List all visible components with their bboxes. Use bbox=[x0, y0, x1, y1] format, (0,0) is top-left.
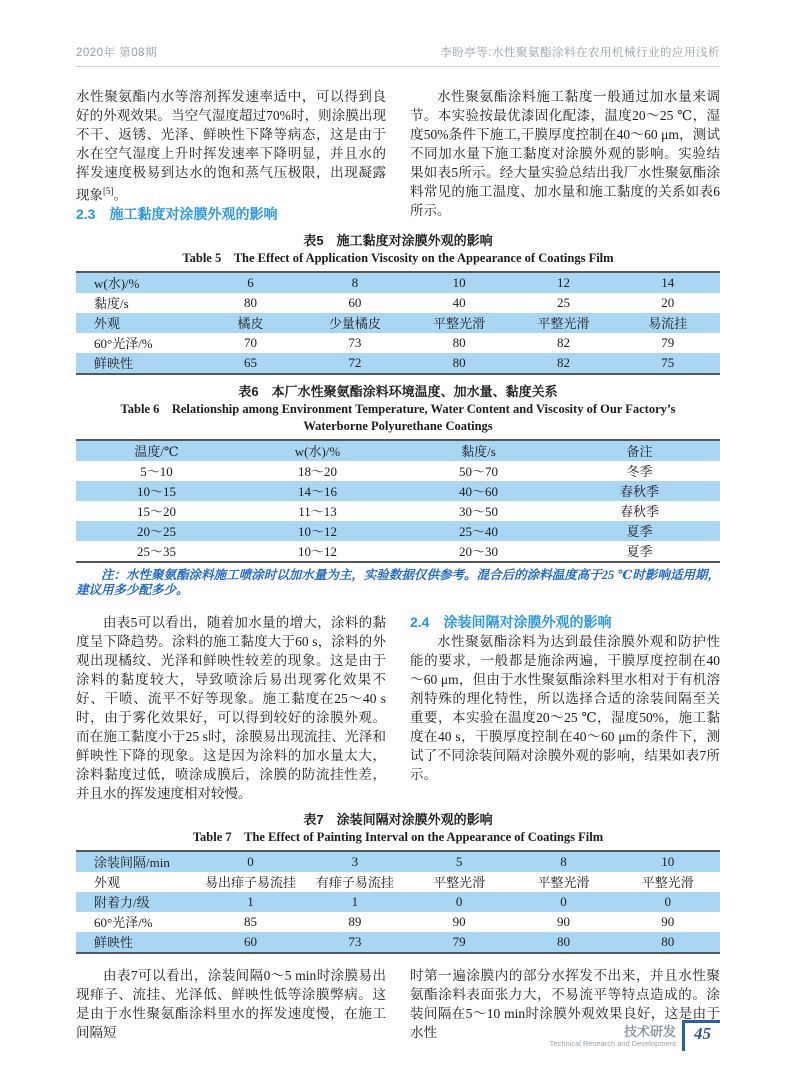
table-cell: 春秋季 bbox=[619, 504, 659, 519]
analysis-left-column bbox=[76, 613, 386, 803]
header-running-title: 李盼亭等:水性聚氨酯涂料在农用机械行业的应用浅析 bbox=[440, 47, 720, 59]
table-cell: 70 bbox=[244, 334, 258, 350]
table-cell: 73 bbox=[348, 933, 362, 949]
table-cell: 40～60 bbox=[458, 484, 498, 499]
table-cell: 90 bbox=[661, 913, 675, 929]
table-cell: 平整光滑 bbox=[641, 875, 694, 890]
citation-superscript: [5] bbox=[103, 186, 114, 196]
table-cell: 黏度/s bbox=[461, 444, 496, 459]
table-row bbox=[76, 912, 720, 932]
table-cell: 0 bbox=[247, 853, 254, 869]
table-cell: 60 bbox=[348, 294, 362, 310]
table-cell: 20 bbox=[661, 294, 675, 310]
table-cell: 黏度/s bbox=[94, 296, 129, 311]
table7-block bbox=[76, 811, 720, 954]
header-issue: 2020年 第08期 bbox=[76, 47, 158, 59]
table-cell: 1 bbox=[247, 893, 254, 909]
table-cell: 平整光滑 bbox=[537, 316, 590, 331]
table-cell: 80 bbox=[452, 334, 466, 350]
table-cell: 10～12 bbox=[297, 544, 337, 559]
table-cell: 5 bbox=[455, 853, 463, 869]
table-cell: 附着力/级 bbox=[94, 895, 150, 910]
section-title: 施工黏度对涂膜外观的影响 bbox=[109, 205, 278, 222]
table-row bbox=[76, 521, 720, 541]
table7-title-cn: 表7 涂装间隔对涂膜外观的影响 bbox=[303, 811, 493, 827]
table-cell: w(水)/% bbox=[94, 276, 140, 291]
paragraph-text: 。 bbox=[113, 187, 127, 203]
table-row bbox=[76, 481, 720, 501]
table-cell: 15～20 bbox=[136, 504, 176, 519]
section-intro bbox=[76, 87, 720, 224]
paragraph: 由表7可以看出，涂装间隔0～5 min时涂膜易出现痱子、流挂、光泽低、鲜映性低等涂膜弊病。这是由于水性聚氨酯涂料里水的挥发速度慢，在施工间隔短 bbox=[76, 967, 386, 1040]
table-cell: 18～20 bbox=[297, 464, 337, 479]
table-cell: 10 bbox=[661, 853, 675, 869]
table-cell: 平整光滑 bbox=[433, 316, 486, 331]
table-cell: 10 bbox=[452, 274, 466, 290]
table-cell: 14～16 bbox=[297, 484, 337, 499]
footer-section-cn: 技术研发 bbox=[623, 1024, 676, 1039]
table5-block bbox=[76, 232, 720, 375]
table-cell: 0 bbox=[455, 893, 463, 909]
table-cell: 60°光泽/% bbox=[94, 915, 153, 930]
page-header bbox=[76, 0, 720, 67]
table-cell: 79 bbox=[661, 334, 675, 350]
table-cell: 82 bbox=[556, 354, 570, 370]
intro-right-column bbox=[410, 87, 720, 224]
table-cell: 72 bbox=[348, 354, 362, 370]
section-number: 2.3 bbox=[76, 205, 96, 222]
table-cell: 备注 bbox=[626, 444, 653, 459]
paragraph: 时第一遍涂膜内的部分水挥发不出来，并且水性聚氨酯涂料表面张力大，不易流平等特点造成的。涂装间隔在5～10 min时涂膜外观效果良好，这是由于水性 bbox=[410, 967, 720, 1040]
table-row bbox=[76, 333, 720, 353]
table-cell: 外观 bbox=[94, 316, 121, 331]
section-heading-2-3 bbox=[76, 205, 386, 224]
table-cell: 65 bbox=[244, 354, 258, 370]
table-cell: 90 bbox=[452, 913, 466, 929]
table-cell: 80 bbox=[556, 933, 570, 949]
table5-title-en: Table 5 The Effect of Application Viscosity on the Appearance of Coatings Film bbox=[182, 250, 614, 265]
table-cell: 80 bbox=[661, 933, 675, 949]
page-number-badge: 45 bbox=[682, 1020, 720, 1051]
table-row bbox=[76, 872, 720, 892]
table-cell: 20～30 bbox=[458, 544, 498, 559]
table-cell: 外观 bbox=[94, 875, 121, 890]
table-row bbox=[76, 892, 720, 912]
table-cell: 12 bbox=[556, 274, 570, 290]
table-cell: 50～70 bbox=[458, 464, 498, 479]
table-cell: 75 bbox=[661, 354, 675, 370]
table-cell: 8 bbox=[560, 853, 567, 869]
table-cell: w(水)/% bbox=[294, 444, 341, 459]
table5-title-cn: 表5 施工黏度对涂膜外观的影响 bbox=[303, 232, 493, 248]
table-cell: 3 bbox=[351, 853, 359, 869]
table-row bbox=[76, 313, 720, 333]
table-cell: 30～50 bbox=[458, 504, 498, 519]
paragraph: 由表5可以看出，随着加水量的增大，涂料的黏度呈下降趋势。涂料的施工黏度大于60 s，涂料的外观出现橘纹、光泽和鲜映性较差的现象。这是由于涂料的黏度较大，导致喷涂后易出现雾化效果不好、干喷、流平不好等现象。施工黏度在25～40 s时，由于雾化效果好，可以得到较好的涂膜外观。而在施工黏度小于25 s时，涂膜易出现流挂、光泽和鲜映性下降的现象。这是因为涂料的加水量太大，涂料黏度过低，喷涂成膜后，涂膜的防流挂性差，并且水的挥发速度相对较慢。 bbox=[76, 614, 386, 801]
table6-title-en: Table 6 Relationship among Environment Temperature, Water Content and Viscosity of Our Factory’s Waterborne Polyurethane Coatings bbox=[120, 401, 679, 433]
table-cell: 易出痱子易流挂 bbox=[205, 875, 297, 890]
table-cell: 60 bbox=[244, 933, 258, 949]
table-cell: 8 bbox=[351, 274, 359, 290]
analysis-right-column bbox=[410, 613, 720, 803]
table-cell: 25～35 bbox=[136, 544, 176, 559]
table-cell: 夏季 bbox=[626, 544, 653, 559]
table-cell: 1 bbox=[351, 893, 359, 909]
table-cell: 90 bbox=[556, 913, 570, 929]
footer-section-en: Technical Research and Development bbox=[549, 1039, 676, 1048]
table-cell: 易流挂 bbox=[648, 316, 688, 331]
table-cell: 14 bbox=[661, 274, 675, 290]
table6-title-cn: 表6 本厂水性聚氨酯涂料环境温度、加水量、黏度关系 bbox=[238, 383, 558, 399]
section-title: 涂装间隔对涂膜外观的影响 bbox=[443, 613, 612, 630]
table-cell: 冬季 bbox=[626, 464, 653, 479]
table-row bbox=[76, 440, 720, 461]
table-cell: 平整光滑 bbox=[537, 875, 590, 890]
paragraph: 水性聚氨酯涂料施工黏度一般通过加水量来调节。本实验按最优漆固化配漆，温度20～25 ℃，湿度50%条件下施工,干膜厚度控制在40～60 μm，测试不同加水量下施工黏度对涂膜外观的影响。实验结果如表5所示。经大量实验总结出我厂水性聚氨酯涂料常见的施工温度、加水量和施工黏度的关系如表6所示。 bbox=[410, 89, 720, 218]
table-cell: 夏季 bbox=[626, 524, 653, 539]
table-cell: 5～10 bbox=[140, 464, 173, 479]
table-cell: 鲜映性 bbox=[94, 356, 134, 371]
table-cell: 25～40 bbox=[458, 524, 498, 539]
table-cell: 85 bbox=[244, 913, 258, 929]
table-row bbox=[76, 932, 720, 953]
table6-block bbox=[76, 383, 720, 599]
table-row bbox=[76, 541, 720, 562]
table-row bbox=[76, 461, 720, 481]
table-cell: 平整光滑 bbox=[433, 875, 486, 890]
table6 bbox=[76, 439, 720, 563]
table-cell: 10～12 bbox=[297, 524, 337, 539]
table-cell: 0 bbox=[560, 893, 567, 909]
paragraph: 水性聚氨酯涂料为达到最佳涂膜外观和防护性能的要求，一般都是施涂两遍，干膜厚度控制在40～60 μm，但由于水性聚氨酯涂料里水相对于有机溶剂特殊的理化特性，所以选择合适的涂装间隔至关重要，本实验在温度20～25 ℃，湿度50%，施工黏度在40 s，干膜厚度控制在40～60 μm的条件下，测试了不同涂装间隔对涂膜外观的影响，结果如表7所示。 bbox=[410, 633, 720, 782]
table-cell: 橘皮 bbox=[237, 316, 264, 331]
table-cell: 60°光泽/% bbox=[94, 336, 153, 351]
table-cell: 11～13 bbox=[298, 504, 337, 519]
table-cell: 鲜映性 bbox=[94, 935, 134, 950]
bottom-left-column bbox=[76, 966, 386, 1042]
table6-note: 注：水性聚氨酯涂料施工喷涂时以加水量为主，实验数据仅供参考。混合后的涂料温度高于25 ℃时影响适用期，建议用多少配多少。 bbox=[76, 567, 720, 597]
table-cell: 79 bbox=[452, 933, 466, 949]
table5 bbox=[76, 271, 720, 375]
table7-title-en: Table 7 The Effect of Painting Interval on the Appearance of Coatings Film bbox=[192, 829, 604, 844]
table-row bbox=[76, 272, 720, 293]
table-cell: 温度/℃ bbox=[134, 444, 179, 459]
section-heading-2-4 bbox=[410, 613, 720, 632]
table-cell: 25 bbox=[556, 294, 570, 310]
table-cell: 春秋季 bbox=[619, 484, 659, 499]
table-cell: 40 bbox=[452, 294, 466, 310]
table-cell: 0 bbox=[664, 893, 672, 909]
table-cell: 少量橘皮 bbox=[328, 316, 381, 331]
table-cell: 涂装间隔/min bbox=[94, 855, 170, 870]
intro-left-column bbox=[76, 87, 386, 224]
table-cell: 73 bbox=[348, 334, 362, 350]
table-cell: 有痱子易流挂 bbox=[315, 875, 394, 890]
table-cell: 20～25 bbox=[136, 524, 176, 539]
page-footer bbox=[550, 1020, 720, 1051]
table-row bbox=[76, 851, 720, 872]
table7 bbox=[76, 850, 720, 954]
table-cell: 6 bbox=[247, 274, 254, 290]
table-cell: 80 bbox=[452, 354, 466, 370]
footer-section-labels bbox=[550, 1025, 676, 1051]
table-cell: 82 bbox=[556, 334, 570, 350]
table-cell: 89 bbox=[348, 913, 362, 929]
table-row bbox=[76, 353, 720, 374]
section-number: 2.4 bbox=[410, 613, 430, 630]
table-row bbox=[76, 501, 720, 521]
table-cell: 80 bbox=[244, 294, 258, 310]
paragraph bbox=[76, 87, 386, 205]
paragraph-text: 水性聚氨酯内水等溶剂挥发速率适中，可以得到良好的外观效果。当空气湿度超过70%时，则涂膜出现不干、返锈、光泽、鲜映性下降等病态，这是由于水在空气湿度上升时挥发速率下降明显，并且水的挥发速度极易到达水的饱和蒸气压极限，出现凝露现象 bbox=[76, 89, 386, 203]
table-row bbox=[76, 293, 720, 313]
table-cell: 10～15 bbox=[136, 484, 176, 499]
section-analysis bbox=[76, 613, 720, 803]
